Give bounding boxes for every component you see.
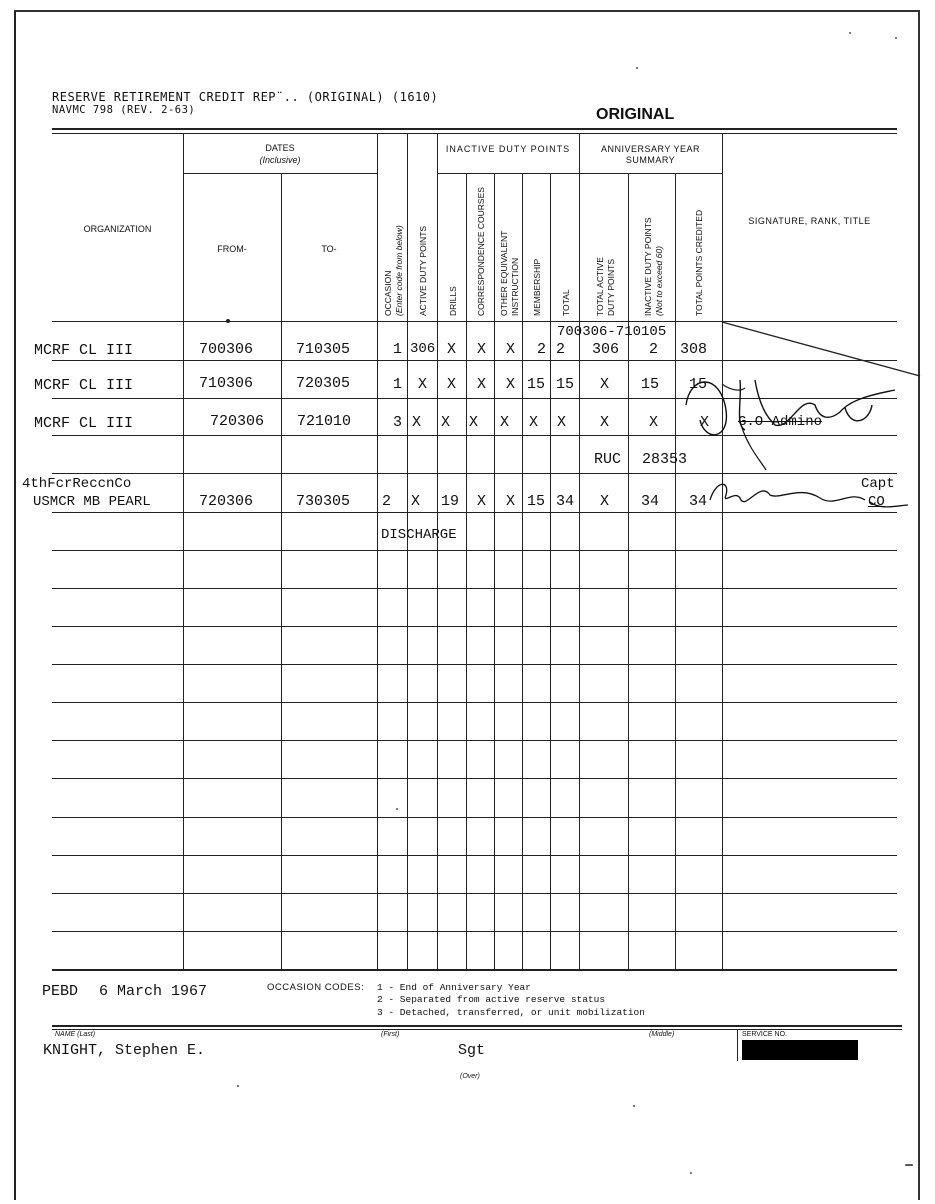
row1-organization: MCRF CL III bbox=[34, 342, 134, 359]
row3-to: 721010 bbox=[297, 413, 352, 430]
code-1: 1 - End of Anniversary Year bbox=[377, 982, 531, 993]
row1-other: X bbox=[506, 341, 516, 358]
service-no-label: SERVICE NO. bbox=[742, 1031, 787, 1038]
code-3: 3 - Detached, transferred, or unit mobilization bbox=[377, 1007, 645, 1018]
row3-inactive: X bbox=[649, 414, 659, 431]
row2-to: 720305 bbox=[296, 375, 351, 392]
over-label: (Over) bbox=[460, 1073, 480, 1080]
row4-credited: 34 bbox=[689, 493, 708, 510]
name-value: KNIGHT, Stephen E. bbox=[43, 1042, 206, 1059]
occasion-header: OCCASION bbox=[383, 270, 393, 316]
row4-to: 730305 bbox=[296, 493, 351, 510]
pebd-date: 6 March 1967 bbox=[99, 983, 208, 1000]
row2-correspondence: X bbox=[477, 376, 487, 393]
row3-total-active: X bbox=[600, 414, 610, 431]
form-title: RESERVE RETIREMENT CREDIT REP¨.. (ORIGINAL) (1610) bbox=[52, 90, 439, 104]
anniversary-header: ANNIVERSARY YEAR SUMMARY bbox=[600, 144, 701, 165]
row1-to: 710305 bbox=[296, 341, 351, 358]
other-equivalent-header: OTHER EQUIVALENT bbox=[499, 230, 509, 316]
row2-membership: 15 bbox=[527, 376, 546, 393]
row3-credited: X bbox=[700, 414, 710, 431]
redacted-service-number bbox=[742, 1040, 858, 1060]
period-annotation: 700306-710105 bbox=[557, 324, 667, 340]
pebd-label: PEBD bbox=[42, 983, 79, 1000]
row4-occasion: 2 bbox=[382, 493, 392, 510]
row4-organization-line1: 4thFcrReccnCo bbox=[22, 476, 132, 492]
row2-credited: 15 bbox=[689, 376, 708, 393]
instruction-header: INSTRUCTION bbox=[510, 257, 520, 316]
row4-drills: 19 bbox=[441, 493, 460, 510]
row3-drills: X bbox=[441, 414, 451, 431]
drills-header: DRILLS bbox=[448, 286, 458, 316]
rank-value: Sgt bbox=[458, 1042, 486, 1059]
row4-membership: 15 bbox=[527, 493, 546, 510]
row2-occasion: 1 bbox=[393, 376, 403, 393]
occasion-sub-header: (Enter code from below) bbox=[394, 225, 404, 316]
row-marker bbox=[226, 319, 230, 323]
row1-from: 700306 bbox=[199, 341, 254, 358]
correspondence-header: CORRESPONDENCE COURSES bbox=[476, 187, 486, 316]
original-stamp: ORIGINAL bbox=[596, 106, 675, 123]
duty-points-header: DUTY POINTS bbox=[606, 259, 616, 316]
row2-active: X bbox=[418, 376, 428, 393]
row1-membership: 2 bbox=[537, 341, 547, 358]
dates-header: DATES bbox=[265, 143, 295, 153]
ruc-value: 28353 bbox=[642, 451, 688, 468]
signature-scrawl-2 bbox=[710, 484, 908, 507]
signature-scrawl-1 bbox=[686, 380, 895, 435]
row2-other: X bbox=[506, 376, 516, 393]
row1-occasion: 1 bbox=[393, 341, 403, 358]
signature-title: G.O Admino bbox=[738, 414, 823, 430]
row2-organization: MCRF CL III bbox=[34, 377, 134, 394]
row4-other: X bbox=[506, 493, 516, 510]
discharge-annotation: DISCHARGE bbox=[381, 527, 457, 543]
row3-active: X bbox=[412, 414, 422, 431]
dates-sub-header: (Inclusive) bbox=[259, 155, 301, 165]
row2-total-active: X bbox=[600, 376, 610, 393]
first-label: (First) bbox=[381, 1031, 400, 1038]
row1-total-active: 306 bbox=[592, 341, 620, 358]
from-header: FROM- bbox=[217, 244, 247, 254]
row4-total: 34 bbox=[556, 493, 575, 510]
row3-total: X bbox=[557, 414, 567, 431]
row2-total: 15 bbox=[556, 376, 575, 393]
row1-credited: 308 bbox=[680, 341, 708, 358]
row2-from: 710306 bbox=[199, 375, 254, 392]
row4-inactive: 34 bbox=[641, 493, 660, 510]
row1-inactive: 2 bbox=[649, 341, 659, 358]
row1-drills: X bbox=[447, 341, 457, 358]
rank-annotation: Capt bbox=[861, 476, 895, 492]
total-credited-header: TOTAL POINTS CREDITED bbox=[694, 209, 704, 316]
row1-active: 306 bbox=[410, 341, 436, 357]
row1-correspondence: X bbox=[477, 341, 487, 358]
organization-header: ORGANIZATION bbox=[83, 224, 152, 234]
membership-header: MEMBERSHIP bbox=[532, 258, 542, 316]
row4-correspondence: X bbox=[477, 493, 487, 510]
total-active-header: TOTAL ACTIVE bbox=[595, 257, 605, 316]
row2-drills: X bbox=[447, 376, 457, 393]
row4-organization: USMCR MB PEARL bbox=[33, 494, 151, 510]
co-annotation: CO bbox=[868, 494, 885, 510]
signature-tail bbox=[742, 428, 766, 470]
row3-from: 720306 bbox=[210, 413, 265, 430]
total-header: TOTAL bbox=[561, 289, 571, 316]
row3-occasion: 3 bbox=[393, 414, 403, 431]
middle-label: (Middle) bbox=[649, 1031, 675, 1038]
signature-header: SIGNATURE, RANK, TITLE bbox=[748, 216, 871, 226]
row4-total-active: X bbox=[600, 493, 610, 510]
name-last-label: NAME (Last) bbox=[55, 1031, 96, 1038]
row4-from: 720306 bbox=[199, 493, 254, 510]
row3-other: X bbox=[500, 414, 510, 431]
ruc-label: RUC bbox=[594, 451, 622, 468]
diagonal-strike bbox=[722, 322, 920, 376]
occasion-codes-label: OCCASION CODES: bbox=[267, 982, 365, 993]
row4-active: X bbox=[411, 493, 421, 510]
code-2: 2 - Separated from active reserve status bbox=[377, 994, 606, 1005]
active-duty-header: ACTIVE DUTY POINTS bbox=[418, 225, 428, 316]
to-header: TO- bbox=[321, 244, 337, 254]
form-number: NAVMC 798 (REV. 2-63) bbox=[52, 104, 196, 116]
row3-membership: X bbox=[529, 414, 539, 431]
row1-total: 2 bbox=[556, 341, 566, 358]
inactive-points-header: INACTIVE DUTY POINTS bbox=[643, 217, 653, 316]
row2-strike bbox=[722, 384, 745, 390]
row3-correspondence: X bbox=[469, 414, 479, 431]
inactive-limit-header: (Not to exceed 60) bbox=[654, 246, 664, 316]
row2-inactive: 15 bbox=[641, 376, 660, 393]
row3-organization: MCRF CL III bbox=[34, 415, 134, 432]
inactive-duty-header: INACTIVE DUTY POINTS bbox=[445, 144, 571, 154]
